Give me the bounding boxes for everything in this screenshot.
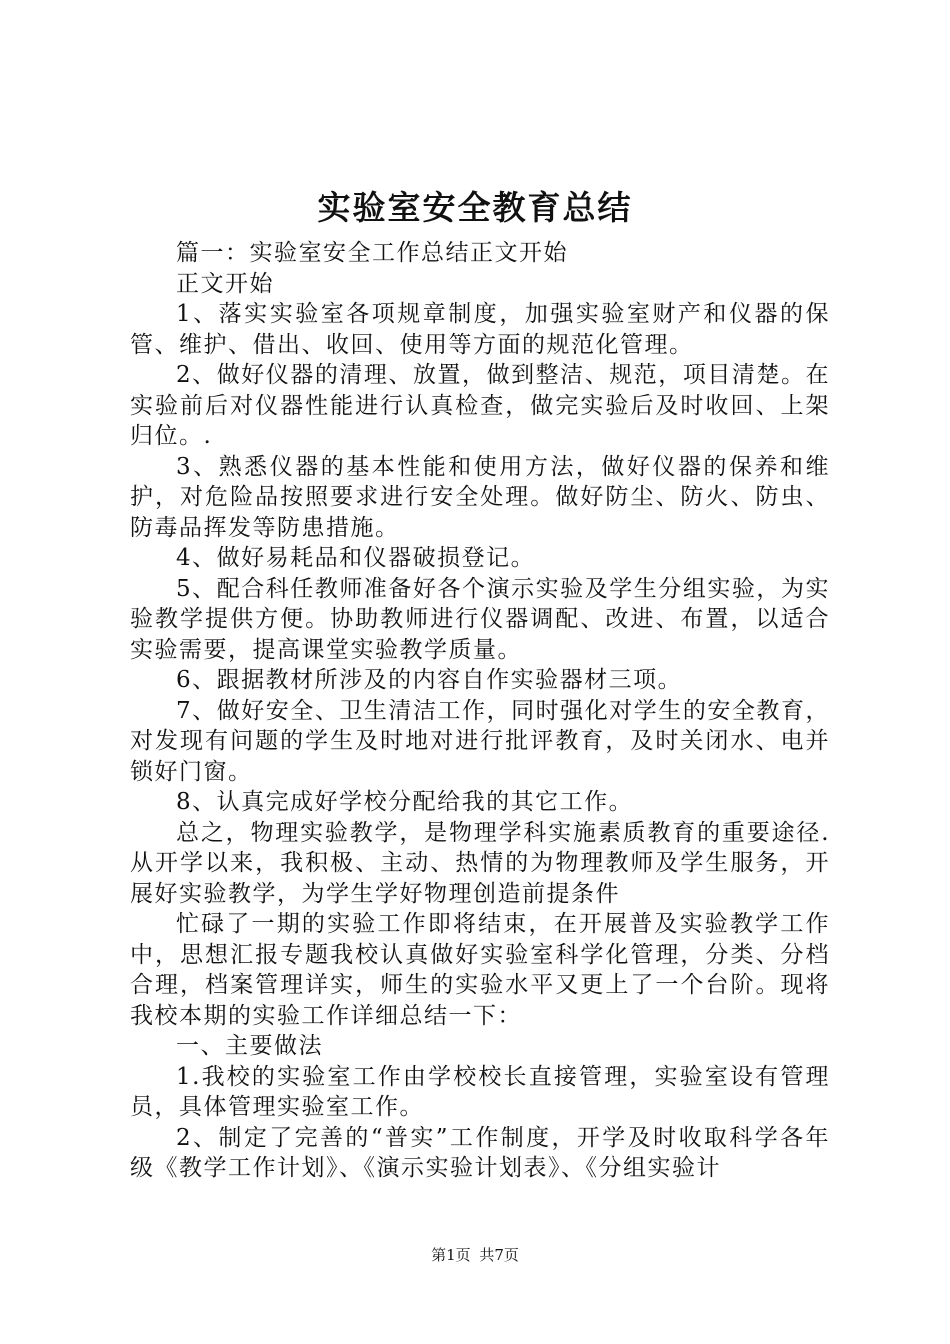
paragraph: 忙碌了一期的实验工作即将结束，在开展普及实验教学工作中，思想汇报专题我校认真做好实验室科学化管理，分类、分档合理，档案管理详实，师生的实验水平又更上了一个台阶。现将我校本期的实验工作详细总结一下：: [130, 911, 830, 1029]
page-number: 第1页: [431, 1246, 471, 1264]
paragraph: 7、做好安全、卫生清洁工作，同时强化对学生的安全教育，对发现有问题的学生及时地对进行批评教育，及时关闭水、电并锁好门窗。: [130, 697, 830, 785]
paragraph: 6、跟据教材所涉及的内容自作实验器材三项。: [176, 667, 683, 693]
document-body: [130, 238, 830, 1184]
page-total: 共7页: [479, 1246, 519, 1264]
paragraph: 正文开始: [176, 270, 274, 297]
paragraph: 1.我校的实验室工作由学校校长直接管理，实验室设有管理员，具体管理实验室工作。: [130, 1063, 830, 1120]
paragraph: 4、做好易耗品和仪器破损登记。: [176, 545, 536, 571]
paragraph: 一、主要做法: [176, 1033, 323, 1059]
paragraph: 3、熟悉仪器的基本性能和使用方法，做好仪器的保养和维护，对危险品按照要求进行安全处理。做好防尘、防火、防虫、防毒品挥发等防患措施。: [130, 453, 830, 541]
paragraph: 1、落实实验室各项规章制度，加强实验室财产和仪器的保管、维护、借出、收回、使用等方面的规范化管理。: [130, 301, 830, 358]
paragraph: 2、做好仪器的清理、放置，做到整洁、规范，项目清楚。在实验前后对仪器性能进行认真检查，做完实验后及时收回、上架归位。.: [130, 362, 830, 449]
paragraph: 篇一：实验室安全工作总结正文开始: [176, 240, 568, 266]
document-title: 实验室安全教育总结: [317, 188, 633, 227]
paragraph: 2、制定了完善的“普实”工作制度，开学及时收取科学各年级《教学工作计划》、《演示实验计划表》、《分组实验计: [130, 1124, 830, 1181]
paragraph: 8、认真完成好学校分配给我的其它工作。: [176, 789, 634, 815]
paragraph: 总之，物理实验教学，是物理学科实施素质教育的重要途径.从开学以来，我积极、主动、热情的为物理教师及学生服务，开展好实验教学，为学生学好物理创造前提条件: [130, 819, 830, 907]
paragraph: 5、配合科任教师准备好各个演示实验及学生分组实验，为实验教学提供方便。协助教师进行仪器调配、改进、布置，以适合实验需要，提高课堂实验教学质量。: [130, 575, 830, 663]
page-footer: [0, 1245, 950, 1265]
